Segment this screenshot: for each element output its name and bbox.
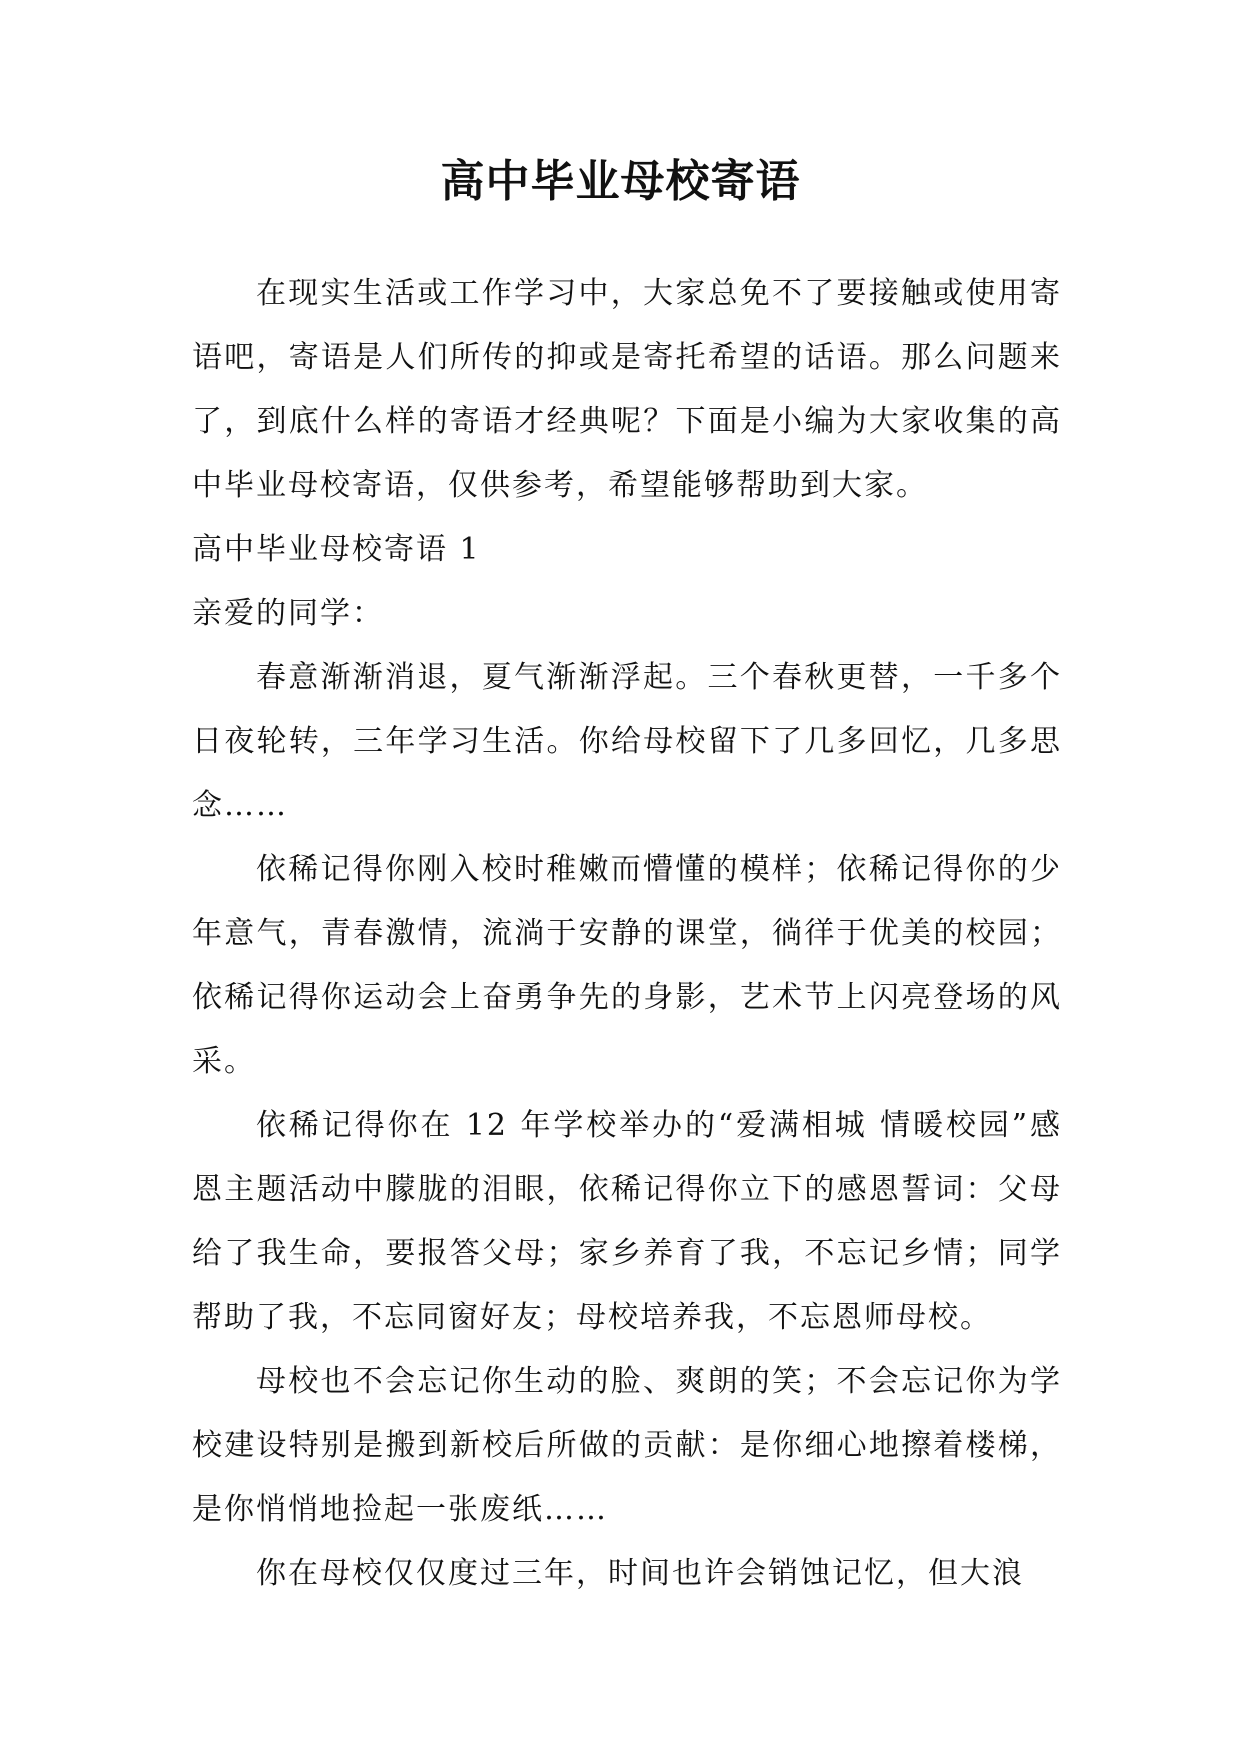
body-paragraph-4: 母校也不会忘记你生动的脸、爽朗的笑；不会忘记你为学校建设特别是搬到新校后所做的贡献：是你细心地擦着楼梯，是你悄悄地捡起一张废纸…… — [192, 1364, 1062, 1527]
intro-paragraph: 在现实生活或工作学习中，大家总免不了要接触或使用寄语吧，寄语是人们所传的抑或是寄托希望的话语。那么问题来了，到底什么样的寄语才经典呢？下面是小编为大家收集的高中毕业母校寄语，仅供参考，希望能够帮助到大家。 — [192, 276, 1062, 503]
body-paragraph-5: 你在母校仅仅度过三年，时间也许会销蚀记忆，但大浪 — [256, 1556, 1024, 1591]
document-title: 高中毕业母校寄语 — [440, 156, 801, 207]
body-paragraph-1: 春意渐渐消退，夏气渐渐浮起。三个春秋更替，一千多个日夜轮转，三年学习生活。你给母校留下了几多回忆，几多思念…… — [192, 660, 1062, 823]
body-paragraph-3: 依稀记得你在 12 年学校举办的“爱满相城 情暖校园”感恩主题活动中朦胧的泪眼，依稀记得你立下的感恩誓词：父母给了我生命，要报答父母；家乡养育了我，不忘记乡情；同学帮助了我，不忘同窗好友；母校培养我，不忘恩师母校。 — [192, 1108, 1062, 1335]
body-paragraph-2: 依稀记得你刚入校时稚嫩而懵懂的模样；依稀记得你的少年意气，青春激情，流淌于安静的课堂，徜徉于优美的校园；依稀记得你运动会上奋勇争先的身影，艺术节上闪亮登场的风采。 — [192, 852, 1062, 1079]
letter-block — [192, 518, 1062, 1606]
salutation: 亲爱的同学： — [192, 596, 384, 631]
intro-block — [192, 262, 1062, 518]
section-heading: 高中毕业母校寄语 1 — [192, 532, 481, 567]
